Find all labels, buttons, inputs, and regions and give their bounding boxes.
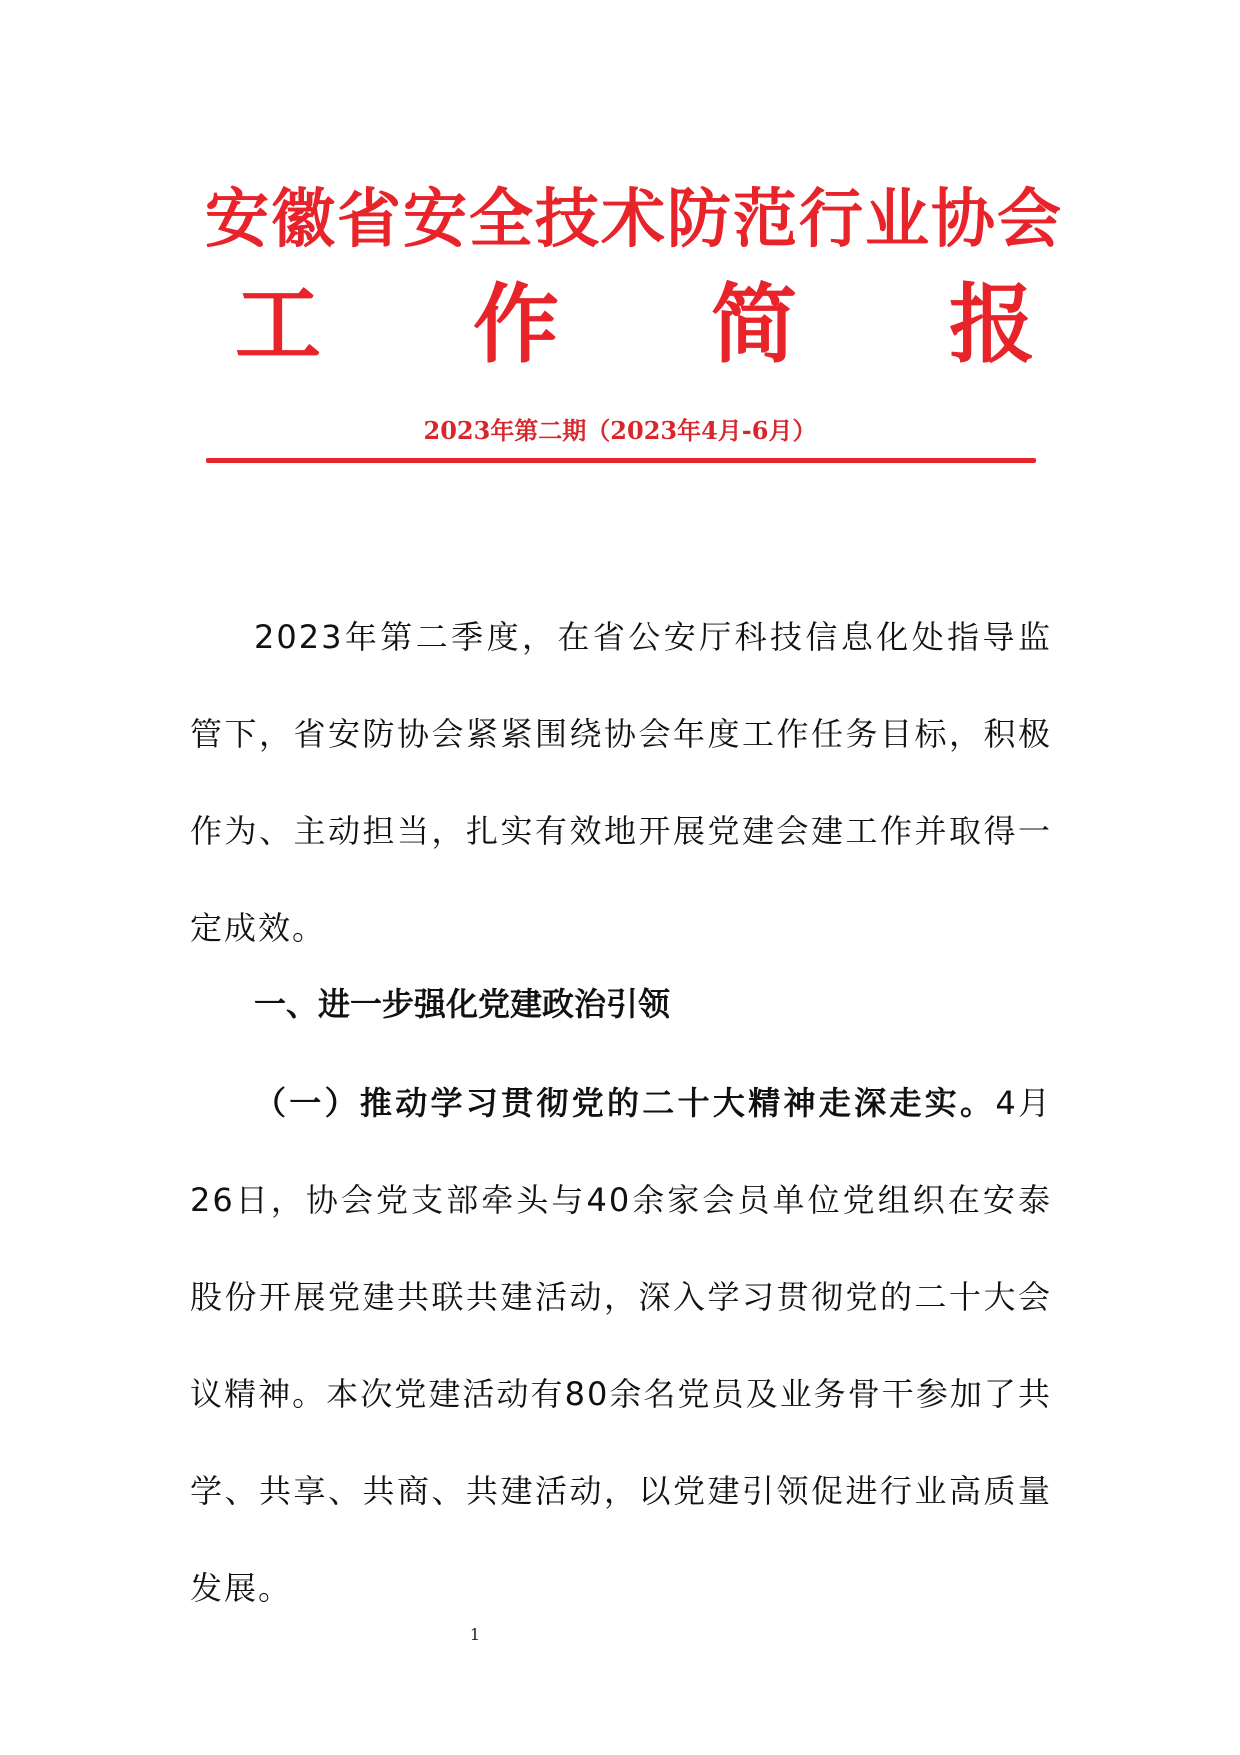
intro-paragraph: 2023年第二季度，在省公安厅科技信息化处指导监管下，省安防协会紧紧围绕协会年度工作任务目标，积极作为、主动担当，扎实有效地开展党建会建工作并取得一定成效。: [190, 618, 1052, 947]
title-char-1: 工: [235, 274, 321, 375]
title-char-3: 简: [711, 274, 797, 375]
section-heading: 一、进一步强化党建政治引领: [254, 985, 671, 1023]
bulletin-title: [235, 274, 1035, 375]
subsection-lead: （一）推动学习贯彻党的二十大精神走深走实。: [254, 1084, 996, 1122]
subsection-paragraph: [190, 1055, 1052, 1637]
subsection-paragraph-block: [190, 1055, 1052, 1637]
title-char-2: 作: [473, 274, 559, 375]
title-char-4: 报: [949, 274, 1035, 375]
page-number: 1: [469, 1625, 481, 1644]
masthead-divider: [206, 458, 1036, 463]
intro-paragraph-block: [190, 589, 1052, 977]
organization-name: 安徽省安全技术防范行业协会: [205, 182, 1063, 257]
issue-line: 2023年第二期（2023年4月-6月）: [423, 416, 817, 445]
subsection-text: 4月26日，协会党支部牵头与40余家会员单位党组织在安泰股份开展党建共联共建活动，深入学习贯彻党的二十大会议精神。本次党建活动有80余名党员及业务骨干参加了共学、共享、共商、共建活动，以党建引领促进行业高质量发展。: [190, 1084, 1052, 1607]
